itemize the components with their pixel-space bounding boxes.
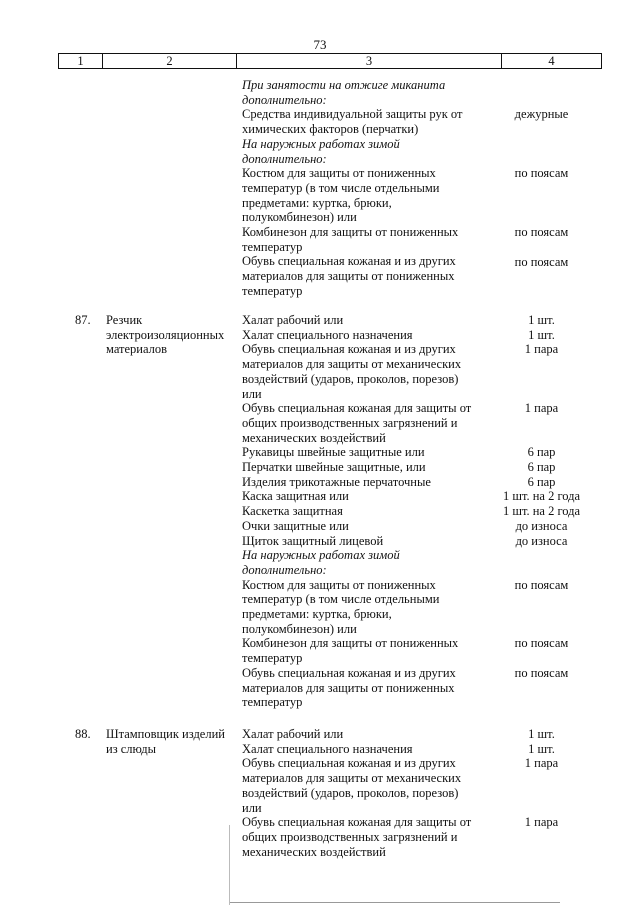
item-line: Обувь специальная кожаная для защиты от [242,815,472,830]
quantity: по поясам [514,166,569,180]
quantity: 1 пара [524,342,559,357]
section-note: На наружных работах зимой [242,548,400,563]
item-line: материалов для защиты от механических [242,771,462,786]
row-number: 88. [75,727,91,741]
item-line: температур [242,283,303,298]
item-line: механических воздействий [242,844,386,859]
quantity: по поясам [514,665,569,680]
item-line: материалов для защиты от пониженных [242,680,455,695]
quantity: до износа [515,518,568,533]
quantity: 1 шт. [528,741,555,756]
item-line: Комбинезон для защиты от пониженных [242,225,459,240]
quantity: 1 шт. на 2 года [502,504,581,519]
item-line: Халат рабочий или [242,313,344,327]
item-line: или [242,386,262,401]
item-line: Обувь специальная кожаная и из других [242,665,456,680]
quantity: дежурные [514,107,569,121]
profession-line: электроизоляционных [106,327,225,342]
item-line: Перчатки швейные защитные, или [242,460,426,475]
header-col-1: 1 [59,54,103,68]
quantity: 1 шт. [528,327,555,342]
row-number: 87. [75,313,91,327]
item-line: воздействий (ударов, проколов, порезов) [242,785,459,800]
profession-line: Штамповщик изделий [106,727,225,741]
item-line: Обувь специальная кожаная для защиты от [242,401,472,416]
item-line: Обувь специальная кожаная и из других [242,254,456,269]
quantity: 1 шт. на 2 года [502,489,581,504]
item-line: Комбинезон для защиты от пониженных [242,636,459,651]
item-line: Изделия трикотажные перчаточные [242,474,431,489]
item-line: Халат специального назначения [242,327,413,342]
profession-line: Резчик [106,313,143,327]
item-line: температур [242,651,303,666]
item-line: Рукавицы швейные защитные или [242,445,425,460]
item-line: Каска защитная или [242,489,349,504]
row-88-items [242,727,487,859]
quantity: 1 шт. [528,313,555,327]
item-line: Обувь специальная кожаная и из других [242,756,456,771]
page-number: 73 [313,37,327,52]
item-line: предметами: куртка, брюки, [242,195,392,210]
item-line: материалов для защиты от пониженных [242,269,455,284]
item-line: химических факторов (перчатки) [242,122,419,137]
header-col-3: 3 [237,54,502,68]
item-line: полукомбинезон) или [242,210,357,225]
table-header [58,53,602,69]
profession-name [106,313,236,357]
profession-line: материалов [106,342,168,357]
profession-line: из слюды [106,741,156,756]
quantity: 1 пара [524,815,559,830]
quantity: 6 пар [527,460,556,474]
item-line: температур (в том числе отдельными [242,180,440,195]
quantity: 6 пар [527,474,556,489]
item-line: температур [242,239,303,254]
item-line: Обувь специальная кожаная и из других [242,342,456,357]
quantity: 6 пар [527,445,556,460]
quantity: по поясам [514,636,569,651]
section-note: дополнительно: [242,151,327,166]
section-note: На наружных работах зимой [242,136,400,151]
item-line: полукомбинезон) или [242,621,357,636]
section-note: При занятости на отжиге миканита [242,78,446,92]
item-line: Средства индивидуальной защиты рук от [242,107,463,122]
section-note: дополнительно: [242,92,327,107]
item-line: Каскетка защитная [242,504,343,519]
item-line: Щиток защитный лицевой [242,533,384,548]
quantity: 1 пара [524,756,559,771]
item-line: или [242,800,262,815]
quantity: по поясам [514,255,569,269]
quantity: 1 пара [524,401,559,416]
item-line: воздействий (ударов, проколов, порезов) [242,371,459,386]
quantity: по поясам [514,577,569,592]
scan-artifact-line [229,825,230,905]
item-line: Халат специального назначения [242,741,413,756]
item-line: материалов для защиты от механических [242,357,462,372]
header-col-2: 2 [103,54,237,68]
item-line: температур (в том числе отдельными [242,592,440,607]
item-line: предметами: куртка, брюки, [242,607,392,622]
item-line: температур [242,695,303,710]
item-line: Очки защитные или [242,518,349,533]
item-line: общих производственных загрязнений и [242,415,458,430]
item-line: Костюм для защиты от пониженных [242,577,436,592]
item-line: Костюм для защиты от пониженных [242,166,436,181]
quantity: по поясам [514,225,569,239]
page-bottom-edge [230,902,560,903]
quantity: 1 шт. [528,727,555,741]
row-87-items [242,313,487,710]
item-line: Халат рабочий или [242,727,344,741]
quantity: до износа [515,533,568,548]
continuation-items [242,78,487,299]
header-col-4: 4 [548,54,555,68]
section-note: дополнительно: [242,562,327,577]
item-line: механических воздействий [242,430,386,445]
item-line: общих производственных загрязнений и [242,829,458,844]
profession-name [106,727,236,756]
